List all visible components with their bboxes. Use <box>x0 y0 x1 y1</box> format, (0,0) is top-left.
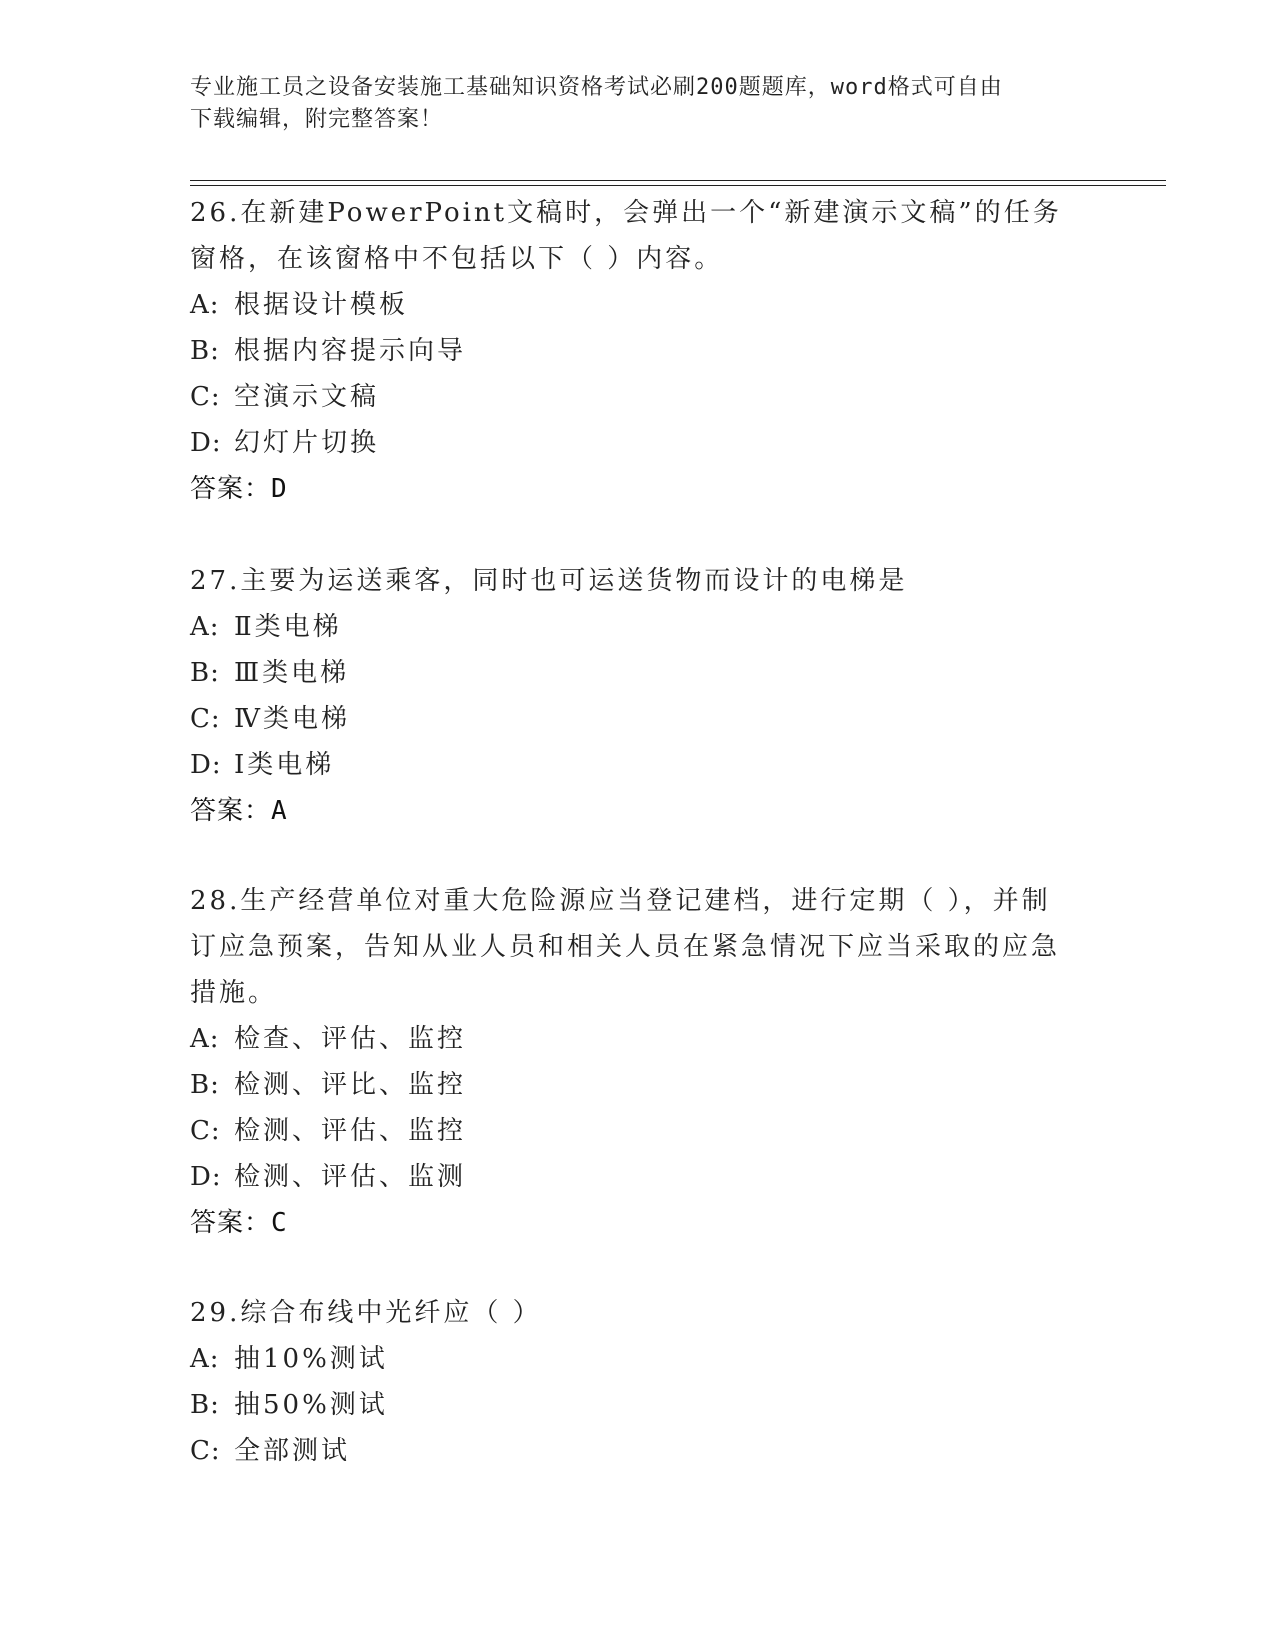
option-text: 抽10%测试 <box>234 1344 388 1374</box>
option-text: Ⅳ类电梯 <box>234 704 350 734</box>
question-stem-line: 措施。 <box>190 978 278 1008</box>
option-letter: A: <box>190 290 220 320</box>
question-27 <box>190 558 1070 834</box>
question-stem-line: 窗格，在该窗格中不包括以下（ ）内容。 <box>190 244 724 274</box>
option-text: 检查、评估、监控 <box>234 1024 467 1054</box>
question-stem-line: 26.在新建PowerPoint文稿时，会弹出一个“新建演示文稿”的任务 <box>190 198 1062 228</box>
option-d <box>190 1154 1070 1200</box>
header-line-2: 下载编辑，附完整答案！ <box>190 107 444 132</box>
option-text: 检测、评比、监控 <box>234 1070 467 1100</box>
option-b <box>190 1062 1070 1108</box>
option-letter: A: <box>190 1344 220 1374</box>
question-stem-line: 29.综合布线中光纤应（ ） <box>190 1298 542 1328</box>
option-d <box>190 742 1070 788</box>
option-letter: C: <box>190 1436 221 1466</box>
option-c <box>190 1428 1070 1474</box>
header-divider-bottom <box>190 185 1166 186</box>
option-text: 全部测试 <box>234 1436 351 1466</box>
header-line-1: 专业施工员之设备安装施工基础知识资格考试必刷200题题库，word格式可自由 <box>190 75 1003 100</box>
answer-line: 答案：D <box>190 474 288 504</box>
option-text: 幻灯片切换 <box>234 428 380 458</box>
header-divider-top <box>190 180 1166 181</box>
option-text: 检测、评估、监测 <box>234 1162 467 1192</box>
option-b <box>190 650 1070 696</box>
option-letter: D: <box>190 428 222 458</box>
option-text: 抽50%测试 <box>234 1390 388 1420</box>
option-letter: C: <box>190 1116 221 1146</box>
option-letter: C: <box>190 704 221 734</box>
option-letter: B: <box>190 1390 220 1420</box>
answer-line: 答案：A <box>190 796 288 826</box>
option-a <box>190 1016 1070 1062</box>
option-text: Ⅱ类电梯 <box>234 612 342 642</box>
option-b <box>190 1382 1070 1428</box>
option-letter: D: <box>190 750 222 780</box>
document-header <box>190 72 1090 136</box>
answer-line: 答案：C <box>190 1208 288 1238</box>
question-stem-line: 27.主要为运送乘客，同时也可运送货物而设计的电梯是 <box>190 566 908 596</box>
option-a <box>190 1336 1070 1382</box>
option-text: 空演示文稿 <box>234 382 380 412</box>
option-letter: B: <box>190 658 220 688</box>
option-b <box>190 328 1070 374</box>
option-text: 根据内容提示向导 <box>234 336 467 366</box>
option-letter: A: <box>190 612 220 642</box>
option-text: Ⅰ类电梯 <box>234 750 335 780</box>
option-d <box>190 420 1070 466</box>
option-letter: A: <box>190 1024 220 1054</box>
option-text: 根据设计模板 <box>234 290 409 320</box>
question-29 <box>190 1290 1070 1474</box>
option-text: Ⅲ类电梯 <box>234 658 350 688</box>
option-letter: B: <box>190 1070 220 1100</box>
question-26 <box>190 190 1070 512</box>
option-c <box>190 374 1070 420</box>
option-a <box>190 282 1070 328</box>
question-28 <box>190 878 1070 1246</box>
option-letter: D: <box>190 1162 222 1192</box>
option-letter: C: <box>190 382 221 412</box>
option-text: 检测、评估、监控 <box>234 1116 467 1146</box>
option-c <box>190 1108 1070 1154</box>
option-c <box>190 696 1070 742</box>
question-stem-line: 订应急预案，告知从业人员和相关人员在紧急情况下应当采取的应急 <box>190 932 1061 962</box>
option-letter: B: <box>190 336 220 366</box>
option-a <box>190 604 1070 650</box>
question-stem-line: 28.生产经营单位对重大危险源应当登记建档，进行定期（ ），并制 <box>190 886 1051 916</box>
